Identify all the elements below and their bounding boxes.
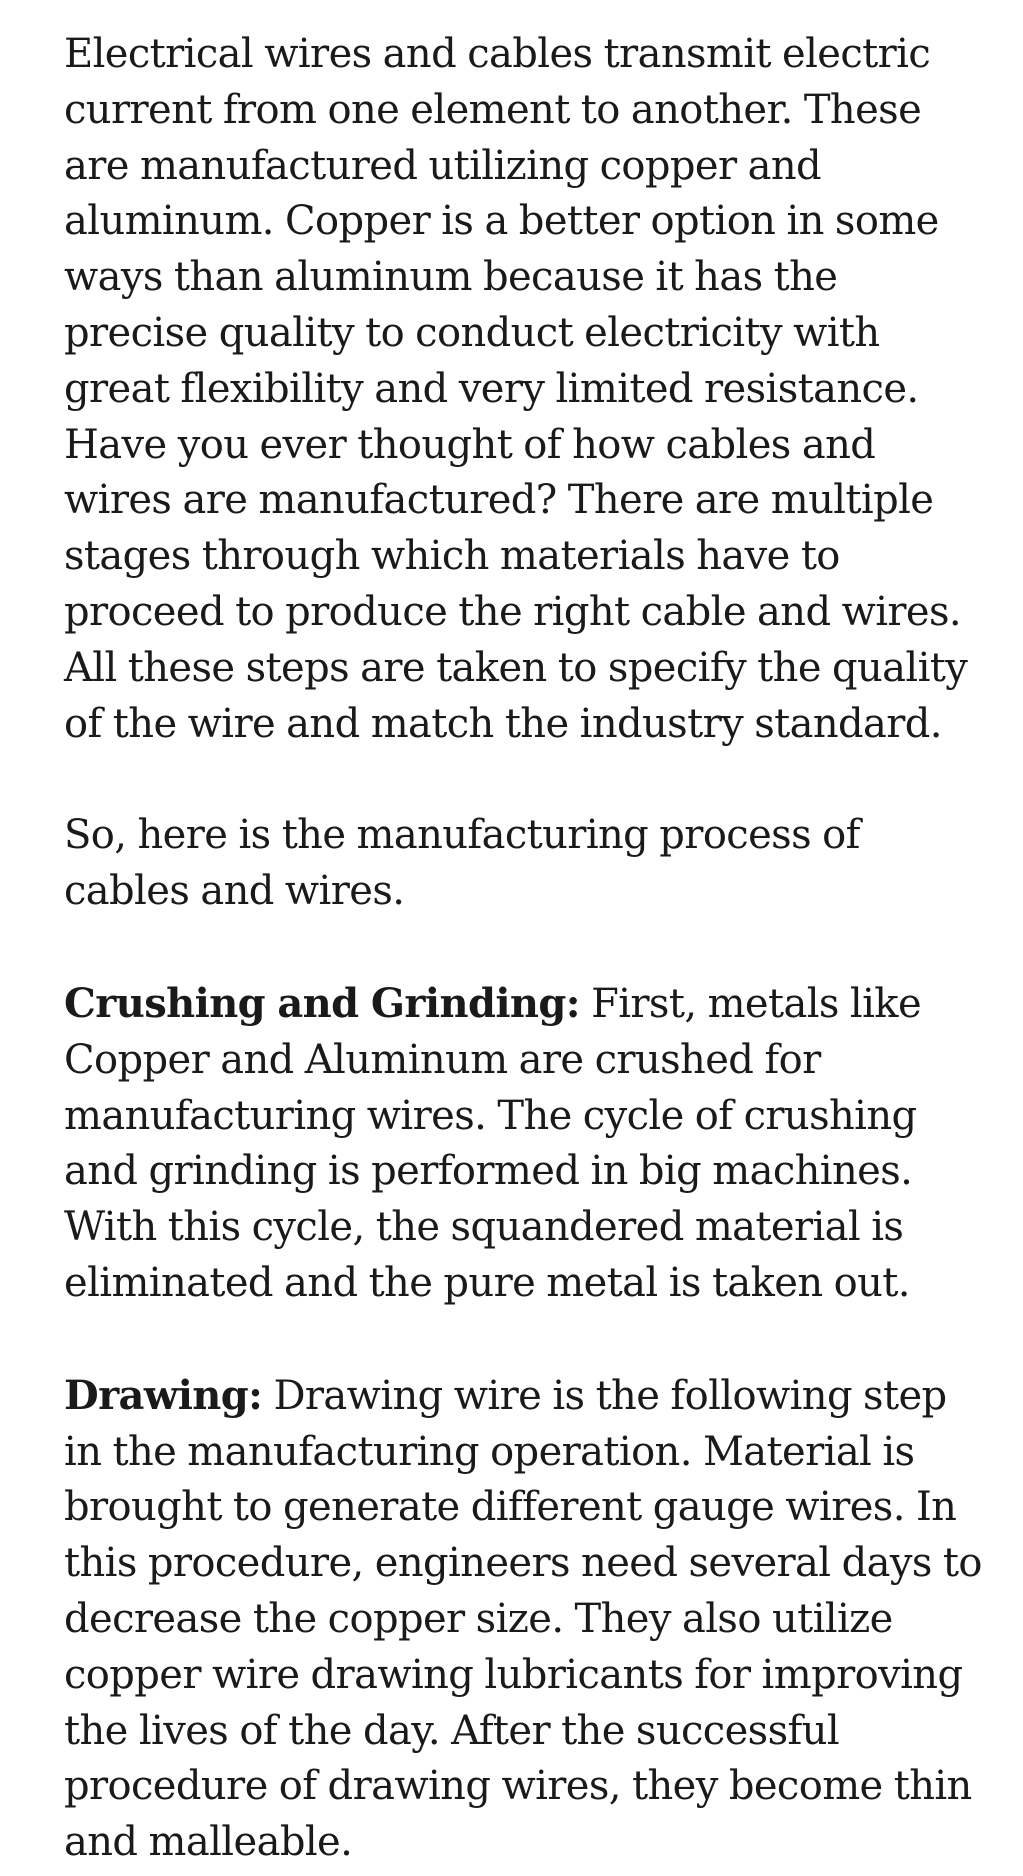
step-description: First, metals like Copper and Aluminum are crushed for manufacturing wires. The cycle of crushing and grinding is performed in big machines. With this cycle, the squandered material is eliminated and the pure metal is taken out. xyxy=(64,980,922,1306)
step-paragraph-drawing xyxy=(64,1368,984,1871)
step-paragraph-crushing xyxy=(64,976,984,1312)
intro-paragraph: Electrical wires and cables transmit electric current from one element to another. These are manufactured utilizing copper and aluminum. Copper is a better option in some ways than aluminum because it has the precise quality to conduct electricity with great flexibility and very limited resistance. Have you ever thought of how cables and wires are manufactured? There are multiple stages through which materials have to proceed to produce the right cable and wires. All these steps are taken to specify the quality of the wire and match the industry standard. xyxy=(64,31,968,747)
step-term: Crushing and Grinding: xyxy=(64,979,580,1027)
step-description: Drawing wire is the following step in the manufacturing operation. Material is brought to generate different gauge wires. In this procedure, engineers need several days to decrease the copper size. They also utilize copper wire drawing lubricants for improving the lives of the day. After the successful procedure of drawing wires, they become thin and malleable. xyxy=(64,1372,982,1866)
process-lead-paragraph: So, here is the manufacturing process of cables and wires. xyxy=(64,812,860,915)
step-term: Drawing: xyxy=(64,1371,263,1419)
article-body xyxy=(64,27,984,1871)
